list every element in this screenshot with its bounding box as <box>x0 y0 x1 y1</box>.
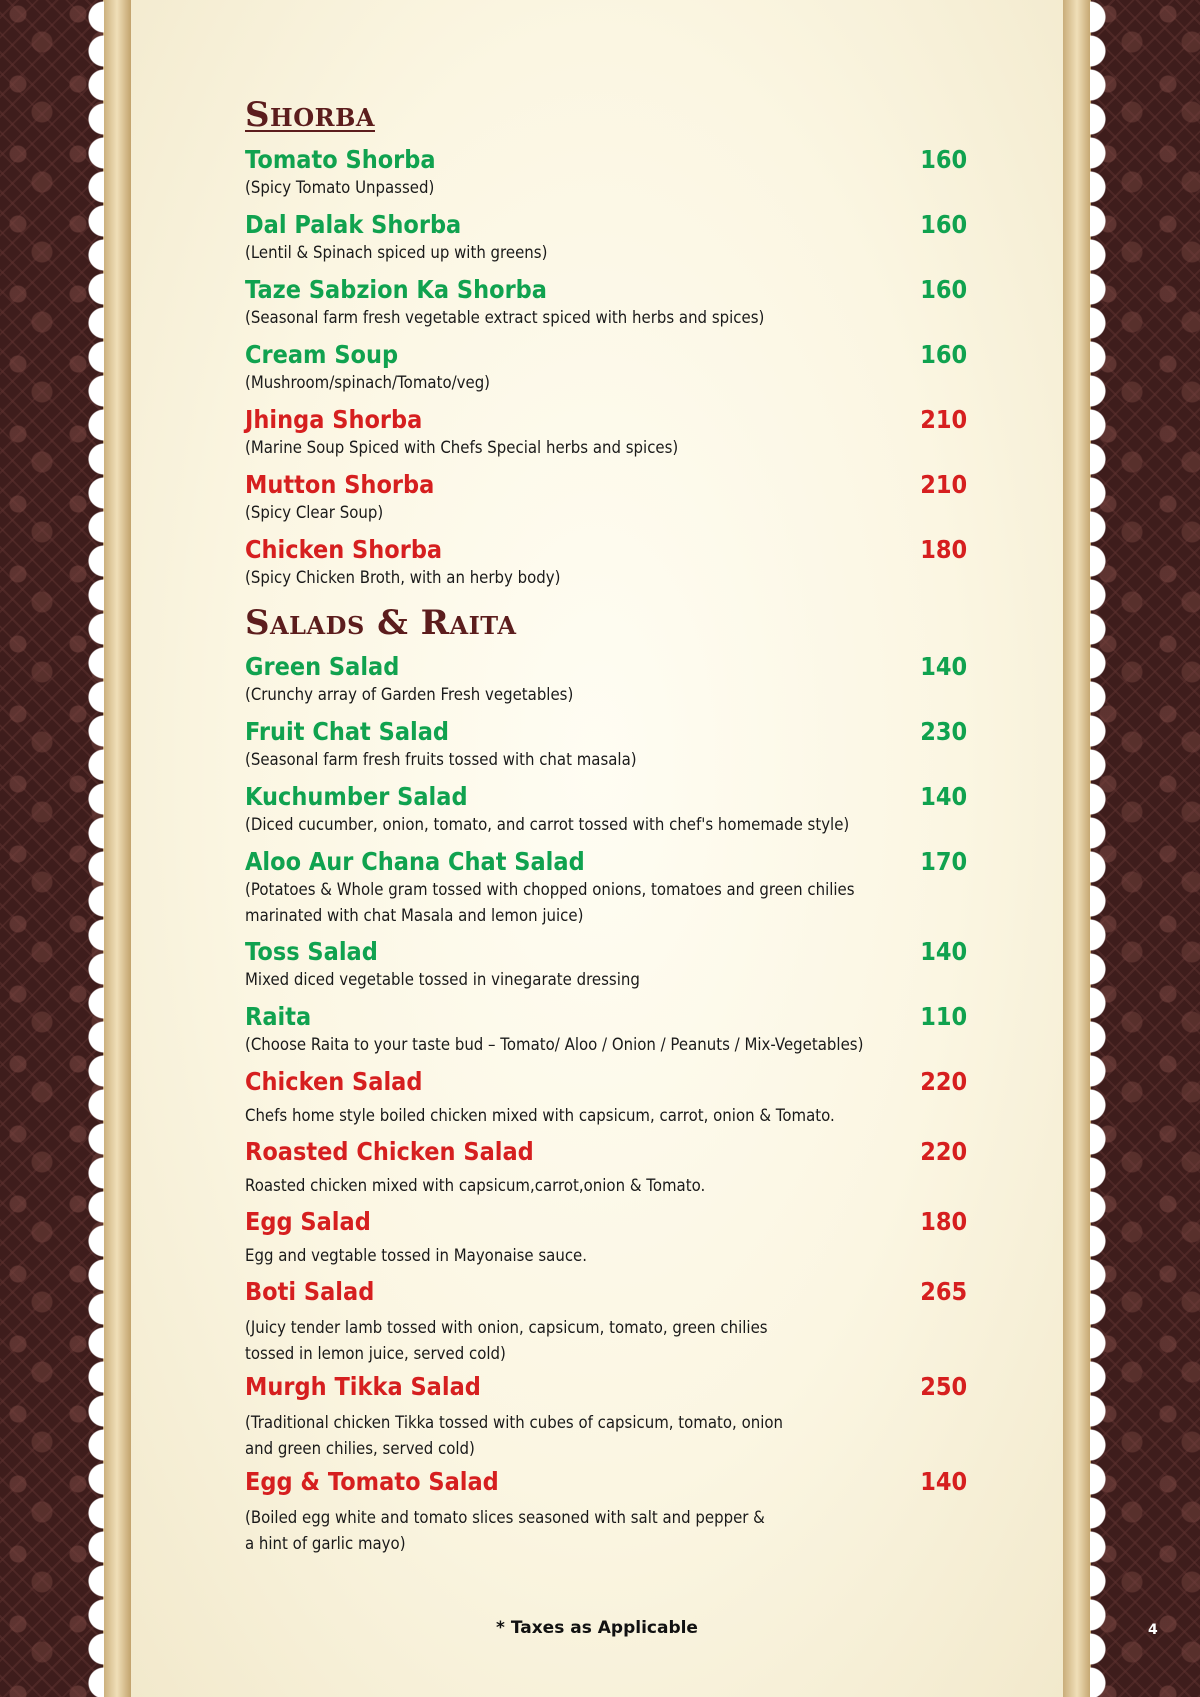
menu-item <box>245 1277 967 1367</box>
item-description: (Marine Soup Spiced with Chefs Special herbs and spices) <box>245 438 679 458</box>
item-name: Roasted Chicken Salad <box>245 1137 534 1166</box>
item-price: 210 <box>920 470 967 499</box>
item-name: Cream Soup <box>245 340 399 369</box>
menu-item <box>245 210 967 266</box>
item-name: Taze Sabzion Ka Shorba <box>245 275 547 304</box>
item-name: Kuchumber Salad <box>245 782 468 811</box>
item-description: Mixed diced vegetable tossed in vinegarate dressing <box>245 970 640 990</box>
item-description: Roasted chicken mixed with capsicum,carrot,onion & Tomato. <box>245 1176 706 1196</box>
item-description: (Spicy Tomato Unpassed) <box>245 178 435 198</box>
taxes-footnote: * Taxes as Applicable <box>496 1618 698 1638</box>
menu-item <box>245 717 967 773</box>
item-description: (Lentil & Spinach spiced up with greens) <box>245 243 548 263</box>
menu-item <box>245 1467 967 1557</box>
item-name: Raita <box>245 1002 312 1031</box>
item-price: 110 <box>920 1002 967 1031</box>
item-price: 170 <box>920 847 967 876</box>
item-price: 160 <box>920 210 967 239</box>
menu-item <box>245 470 967 526</box>
section-title-shorba: Shorba <box>245 95 375 135</box>
left-gold-border <box>103 0 131 1697</box>
item-description: Egg and vegtable tossed in Mayonaise sauce. <box>245 1246 588 1266</box>
item-price: 210 <box>920 405 967 434</box>
item-price: 180 <box>920 1207 967 1236</box>
item-price: 160 <box>920 145 967 174</box>
right-scallop-edge <box>1090 0 1112 1697</box>
item-description: (Diced cucumber, onion, tomato, and carrot tossed with chef's homemade style) <box>245 815 850 835</box>
item-description: (Spicy Chicken Broth, with an herby body) <box>245 568 561 588</box>
item-price: 220 <box>920 1067 967 1096</box>
page-number: 4 <box>1148 1622 1158 1638</box>
menu-item <box>245 782 967 838</box>
menu-item <box>245 1207 967 1269</box>
item-name: Mutton Shorba <box>245 470 435 499</box>
item-price: 140 <box>920 782 967 811</box>
item-price: 160 <box>920 340 967 369</box>
item-name: Tomato Shorba <box>245 145 436 174</box>
item-description: (Seasonal farm fresh fruits tossed with chat masala) <box>245 750 637 770</box>
menu-item <box>245 1137 967 1199</box>
right-gold-border <box>1063 0 1091 1697</box>
menu-item <box>245 340 967 396</box>
menu-item <box>245 937 967 993</box>
item-description: (Seasonal farm fresh vegetable extract spiced with herbs and spices) <box>245 308 765 328</box>
item-price: 265 <box>920 1277 967 1306</box>
item-price: 140 <box>920 1467 967 1496</box>
item-name: Green Salad <box>245 652 400 681</box>
item-description: (Juicy tender lamb tossed with onion, capsicum, tomato, green chilies tossed in lemon juice, served cold) <box>245 1318 768 1364</box>
item-name: Murgh Tikka Salad <box>245 1372 481 1401</box>
item-description: (Boiled egg white and tomato slices seasoned with salt and pepper & a hint of garlic mayo) <box>245 1508 765 1554</box>
menu-item <box>245 275 967 331</box>
menu-item <box>245 847 967 929</box>
item-price: 220 <box>920 1137 967 1166</box>
item-description: (Potatoes & Whole gram tossed with chopped onions, tomatoes and green chilies marinated with chat Masala and lemon juice) <box>245 880 855 926</box>
item-name: Dal Palak Shorba <box>245 210 462 239</box>
menu-item <box>245 535 967 591</box>
item-price: 140 <box>920 652 967 681</box>
item-description: (Choose Raita to your taste bud – Tomato/ Aloo / Onion / Peanuts / Mix-Vegetables) <box>245 1035 864 1055</box>
item-description: (Crunchy array of Garden Fresh vegetables) <box>245 685 574 705</box>
item-description: Chefs home style boiled chicken mixed with capsicum, carrot, onion & Tomato. <box>245 1106 835 1126</box>
item-description: (Mushroom/spinach/Tomato/veg) <box>245 373 491 393</box>
item-price: 180 <box>920 535 967 564</box>
menu-item <box>245 1372 967 1462</box>
item-price: 140 <box>920 937 967 966</box>
item-name: Fruit Chat Salad <box>245 717 450 746</box>
item-name: Jhinga Shorba <box>245 405 423 434</box>
item-price: 250 <box>920 1372 967 1401</box>
menu-item <box>245 145 967 201</box>
item-name: Chicken Shorba <box>245 535 443 564</box>
item-name: Chicken Salad <box>245 1067 423 1096</box>
item-name: Boti Salad <box>245 1277 375 1306</box>
item-description: (Traditional chicken Tikka tossed with cubes of capsicum, tomato, onion and green chilies, served cold) <box>245 1413 783 1459</box>
item-name: Aloo Aur Chana Chat Salad <box>245 847 585 876</box>
section-title-salads-raita: Salads & Raita <box>245 603 517 643</box>
item-price: 230 <box>920 717 967 746</box>
item-name: Egg Salad <box>245 1207 371 1236</box>
menu-item <box>245 652 967 708</box>
left-scallop-edge <box>82 0 104 1697</box>
menu-item <box>245 405 967 461</box>
menu-item <box>245 1067 967 1129</box>
item-description: (Spicy Clear Soup) <box>245 503 384 523</box>
item-price: 160 <box>920 275 967 304</box>
item-name: Egg & Tomato Salad <box>245 1467 499 1496</box>
item-name: Toss Salad <box>245 937 378 966</box>
menu-item <box>245 1002 967 1058</box>
